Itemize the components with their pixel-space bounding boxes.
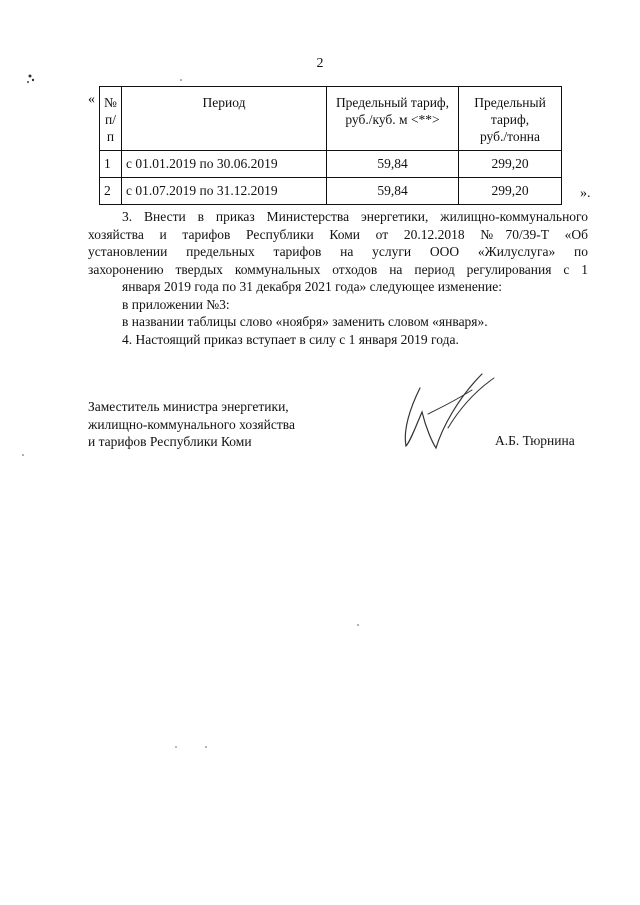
change-line: в названии таблицы слово «ноября» заменить словом «января». [122, 314, 488, 329]
header-period: Период [122, 87, 327, 151]
cell-num: 1 [100, 151, 122, 178]
paragraph-3-line: 3. Внести в приказ Министерства энергетики, жилищно-коммунального [122, 209, 588, 224]
cell-tariff-cubic: 59,84 [327, 178, 459, 205]
paragraph-4: 4. Настоящий приказ вступает в силу с 1 января 2019 года. [122, 331, 459, 347]
cell-period: с 01.01.2019 по 30.06.2019 [122, 151, 327, 178]
paragraph-3-line: захоронению твердых коммунальных отходов на период регулирования с 1 [88, 261, 588, 277]
cell-tariff-ton: 299,20 [459, 151, 562, 178]
header-tariff-ton-line: тариф, [490, 112, 530, 127]
cell-tariff-cubic: 59,84 [327, 151, 459, 178]
table-close-quote: ». [580, 186, 591, 201]
header-num-line: № [104, 95, 117, 110]
appendix-line: в приложении №3: [122, 296, 230, 312]
paragraph-3-line: хозяйства и тарифов Республики Коми от 20.12.2018 №70/39-Т «Об [88, 226, 588, 242]
header-tariff-ton-line: Предельный [474, 95, 546, 110]
header-tariff-cubic-line: руб./куб. м <**> [345, 112, 440, 127]
position-line: и тарифов Республики Коми [88, 434, 252, 449]
position-line: Заместитель министра энергетики, [88, 399, 289, 414]
cell-tariff-ton: 299,20 [459, 178, 562, 205]
header-num-line: п/п [105, 112, 116, 144]
paragraph-3-line: января 2019 года по 31 декабря 2021 года» следующее изменение: [122, 279, 502, 294]
cell-period: с 01.07.2019 по 31.12.2019 [122, 178, 327, 205]
paragraph-3-line: установлении предельных тарифов на услуги ООО «Жилуслуга» по [88, 244, 588, 259]
header-tariff-cubic-line: Предельный тариф, [335, 95, 450, 110]
cell-num: 2 [100, 178, 122, 205]
position-line: жилищно-коммунального хозяйства [88, 416, 295, 432]
page-number: 2 [316, 56, 324, 71]
signatory-name: А.Б. Тюрнина [495, 433, 575, 448]
table-open-quote: « [88, 92, 95, 107]
header-tariff-ton-line: руб./тонна [479, 129, 541, 144]
